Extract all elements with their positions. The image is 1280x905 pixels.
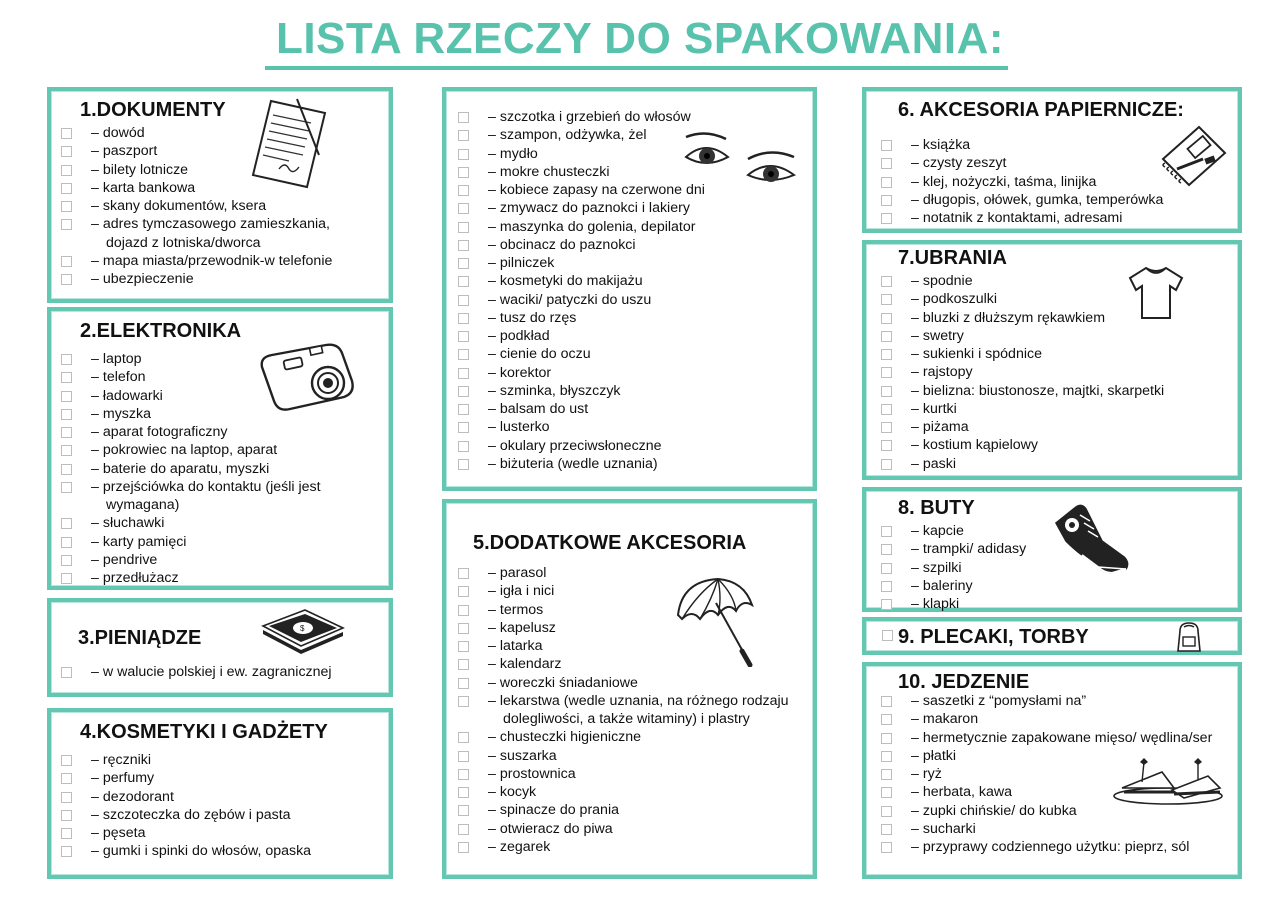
checkbox[interactable] xyxy=(458,386,469,397)
section-title: 7.UBRANIA xyxy=(898,247,1007,269)
checkbox[interactable] xyxy=(458,130,469,141)
list-item[interactable]: – ryż xyxy=(881,765,1212,783)
list-item[interactable]: – przyprawy codziennego użytku: pieprz, sól xyxy=(881,838,1212,856)
checkbox[interactable] xyxy=(881,459,892,470)
list-item[interactable]: – telefon xyxy=(61,368,321,386)
list-item-continuation: dojazd z lotniska/dworca xyxy=(106,234,261,251)
list-item[interactable]: – maszynka do golenia, depilator xyxy=(458,218,705,236)
checkbox[interactable] xyxy=(458,349,469,360)
checkbox[interactable] xyxy=(458,459,469,470)
checkbox[interactable] xyxy=(458,824,469,835)
checkbox[interactable] xyxy=(61,274,72,285)
list-item[interactable]: – przejściówka do kontaktu (jeśli jest xyxy=(61,478,321,496)
list-item[interactable]: – klej, nożyczki, taśma, linijka xyxy=(881,173,1163,191)
list-item[interactable]: – chusteczki higieniczne xyxy=(458,728,789,746)
checkbox[interactable] xyxy=(881,440,892,451)
section-title: 5.DODATKOWE AKCESORIA xyxy=(473,532,747,554)
list-item[interactable]: – w walucie polskiej i ew. zagranicznej xyxy=(61,663,332,681)
checkbox[interactable] xyxy=(458,441,469,452)
list-item[interactable]: – bilety lotnicze xyxy=(61,161,332,179)
checkbox[interactable] xyxy=(61,755,72,766)
checklist xyxy=(458,108,705,473)
checkbox[interactable] xyxy=(61,427,72,438)
checkbox[interactable] xyxy=(61,201,72,212)
list-item[interactable]: – pendrive xyxy=(61,551,321,569)
list-item[interactable]: – szczoteczka do zębów i pasta xyxy=(61,806,311,824)
section-title: 6. AKCESORIA PAPIERNICZE: xyxy=(898,99,1184,121)
list-item[interactable]: – mydło xyxy=(458,145,705,163)
checkbox[interactable] xyxy=(881,696,892,707)
list-item[interactable]: – termos xyxy=(458,601,789,619)
checkbox[interactable] xyxy=(61,219,72,230)
checkbox[interactable] xyxy=(881,806,892,817)
checkbox[interactable] xyxy=(458,331,469,342)
list-item[interactable]: – dezodorant xyxy=(61,788,311,806)
list-item[interactable]: – szpilki xyxy=(881,559,1026,577)
checkbox[interactable] xyxy=(881,422,892,433)
list-item[interactable]: – kostium kąpielowy xyxy=(881,436,1164,454)
section-ubrania xyxy=(862,240,1242,480)
list-item[interactable]: – adres tymczasowego zamieszkania, xyxy=(61,215,332,233)
checkbox[interactable] xyxy=(61,518,72,529)
list-item[interactable]: – herbata, kawa xyxy=(881,783,1212,801)
checkbox[interactable] xyxy=(458,605,469,616)
checklist xyxy=(61,751,311,861)
title-underline xyxy=(265,66,1008,70)
list-item[interactable]: – kosmetyki do makijażu xyxy=(458,272,705,290)
checkbox[interactable] xyxy=(61,464,72,475)
list-item[interactable]: – parasol xyxy=(458,564,789,582)
checkbox[interactable] xyxy=(881,769,892,780)
list-item[interactable]: – kurtki xyxy=(881,400,1164,418)
checkbox[interactable] xyxy=(61,846,72,857)
list-item[interactable]: – podkoszulki xyxy=(881,290,1164,308)
checkbox[interactable] xyxy=(458,805,469,816)
section-plecaki xyxy=(862,617,1242,655)
list-item[interactable]: – obcinacz do paznokci xyxy=(458,236,705,254)
checkbox[interactable] xyxy=(61,445,72,456)
checkbox[interactable] xyxy=(881,331,892,342)
checkbox[interactable] xyxy=(458,368,469,379)
checkbox[interactable] xyxy=(458,222,469,233)
checkbox[interactable] xyxy=(881,140,892,151)
list-item-continuation: dolegliwości, a także witaminy) i plastry xyxy=(503,711,750,727)
tshirt-icon xyxy=(1128,264,1184,322)
list-item[interactable]: – lusterko xyxy=(458,418,705,436)
section-elektronika xyxy=(47,307,393,590)
checkbox[interactable] xyxy=(458,295,469,306)
notebook-icon xyxy=(1159,123,1229,191)
checkbox[interactable] xyxy=(61,146,72,157)
checkbox[interactable] xyxy=(61,256,72,267)
checkbox[interactable] xyxy=(458,404,469,415)
checkbox[interactable] xyxy=(458,203,469,214)
list-item[interactable]: – płatki xyxy=(881,747,1212,765)
checkbox[interactable] xyxy=(61,810,72,821)
checklist xyxy=(881,522,1026,613)
svg-text:$: $ xyxy=(300,624,305,633)
checkbox[interactable] xyxy=(61,354,72,365)
checklist xyxy=(881,136,1163,227)
list-item[interactable]: – prostownica xyxy=(458,765,789,783)
list-item[interactable]: – kapelusz xyxy=(458,619,789,637)
list-item[interactable]: – ręczniki xyxy=(61,751,311,769)
checkbox[interactable] xyxy=(881,276,892,287)
checkbox[interactable] xyxy=(458,769,469,780)
checkbox[interactable] xyxy=(458,112,469,123)
checkbox[interactable] xyxy=(61,667,72,678)
checkbox[interactable] xyxy=(458,787,469,798)
list-item[interactable]: – długopis, ołówek, gumka, temperówka xyxy=(881,191,1163,209)
checkbox[interactable] xyxy=(61,555,72,566)
checkbox[interactable] xyxy=(881,751,892,762)
backpack-icon xyxy=(1172,621,1206,655)
checkbox[interactable] xyxy=(61,792,72,803)
list-item[interactable]: – karta bankowa xyxy=(61,179,332,197)
list-item[interactable]: – rajstopy xyxy=(881,363,1164,381)
checkbox[interactable] xyxy=(458,696,469,707)
list-item[interactable]: – baterie do aparatu, myszki xyxy=(61,460,321,478)
checkbox[interactable] xyxy=(458,276,469,287)
list-item[interactable]: – bielizna: biustonosze, majtki, skarpetki xyxy=(881,382,1164,400)
section-jedzenie xyxy=(862,662,1242,879)
checkbox[interactable] xyxy=(61,573,72,584)
list-item[interactable]: – balsam do ust xyxy=(458,400,705,418)
list-item[interactable]: – baleriny xyxy=(881,577,1026,595)
section-papiernicze xyxy=(862,87,1242,233)
section-buty xyxy=(862,487,1242,612)
list-item[interactable]: – aparat fotograficzny xyxy=(61,423,321,441)
checkbox[interactable] xyxy=(61,183,72,194)
checkbox[interactable] xyxy=(881,195,892,206)
section-title: 9. PLECAKI, TORBY xyxy=(898,626,1089,648)
checkbox[interactable] xyxy=(458,732,469,743)
checkbox[interactable] xyxy=(458,185,469,196)
section-kosmetyki xyxy=(47,708,393,879)
list-item[interactable]: – sucharki xyxy=(881,820,1212,838)
list-item[interactable]: – swetry xyxy=(881,327,1164,345)
list-item[interactable]: – ubezpieczenie xyxy=(61,270,332,288)
list-item[interactable]: – waciki/ patyczki do uszu xyxy=(458,291,705,309)
checkbox[interactable] xyxy=(458,167,469,178)
section-kosmetyki-continued xyxy=(442,87,817,491)
checkbox[interactable] xyxy=(61,773,72,784)
section-dokumenty xyxy=(47,87,393,303)
section-title: 1.DOKUMENTY xyxy=(80,99,226,121)
checklist xyxy=(881,272,1164,473)
checkbox[interactable] xyxy=(881,714,892,725)
list-item[interactable]: – książka xyxy=(881,136,1163,154)
checkbox[interactable] xyxy=(881,787,892,798)
list-item[interactable]: – mokre chusteczki xyxy=(458,163,705,181)
list-item[interactable]: – szminka, błyszczyk xyxy=(458,382,705,400)
checkbox[interactable] xyxy=(881,599,892,610)
list-item[interactable]: – paszport xyxy=(61,142,332,160)
list-item[interactable]: – woreczki śniadaniowe xyxy=(458,674,789,692)
list-item[interactable]: – podkład xyxy=(458,327,705,345)
money-icon xyxy=(259,604,345,656)
list-item[interactable]: – pokrowiec na laptop, aparat xyxy=(61,441,321,459)
checkbox[interactable] xyxy=(61,391,72,402)
page-title: LISTA RZECZY DO SPAKOWANIA: xyxy=(275,14,1005,63)
list-item[interactable]: – latarka xyxy=(458,637,789,655)
checkbox[interactable] xyxy=(61,372,72,383)
checkbox[interactable] xyxy=(458,313,469,324)
checkbox[interactable] xyxy=(881,213,892,224)
list-item[interactable]: – okulary przeciwsłoneczne xyxy=(458,437,705,455)
list-item[interactable]: – trampki/ adidasy xyxy=(881,540,1026,558)
list-item[interactable]: – tusz do rzęs xyxy=(458,309,705,327)
checkbox[interactable] xyxy=(458,149,469,160)
checkbox[interactable] xyxy=(61,828,72,839)
list-item[interactable]: – notatnik z kontaktami, adresami xyxy=(881,209,1163,227)
checkbox[interactable] xyxy=(881,349,892,360)
checklist xyxy=(61,663,332,681)
checkbox[interactable] xyxy=(881,313,892,324)
checkbox[interactable] xyxy=(881,824,892,835)
list-item[interactable]: – korektor xyxy=(458,364,705,382)
list-item-continuation: wymagana) xyxy=(106,497,180,513)
list-item[interactable]: – saszetki z “pomysłami na” xyxy=(881,692,1212,710)
camera-icon xyxy=(256,337,356,417)
checkbox[interactable] xyxy=(458,641,469,652)
list-item[interactable]: – piżama xyxy=(881,418,1164,436)
section-title: 4.KOSMETYKI I GADŻETY xyxy=(80,721,328,743)
checkbox[interactable] xyxy=(61,482,72,493)
checkbox[interactable] xyxy=(61,409,72,420)
checkbox[interactable] xyxy=(458,240,469,251)
document-icon xyxy=(249,97,329,191)
list-item[interactable]: – karty pamięci xyxy=(61,533,321,551)
checkbox[interactable] xyxy=(881,733,892,744)
list-item[interactable]: – bluzki z dłuższym rękawkiem xyxy=(881,309,1164,327)
list-item[interactable]: – zupki chińskie/ do kubka xyxy=(881,802,1212,820)
checkbox[interactable] xyxy=(881,563,892,574)
list-item[interactable]: – myszka xyxy=(61,405,321,423)
list-item[interactable]: – gumki i spinki do włosów, opaska xyxy=(61,842,311,860)
list-item[interactable]: – sukienki i spódnice xyxy=(881,345,1164,363)
list-item[interactable]: – pęseta xyxy=(61,824,311,842)
checkbox[interactable] xyxy=(881,581,892,592)
list-item[interactable]: – spodnie xyxy=(881,272,1164,290)
list-item[interactable]: – skany dokumentów, ksera xyxy=(61,197,332,215)
section-title: 10. JEDZENIE xyxy=(898,671,1030,693)
section-pieniadze xyxy=(47,598,393,697)
checkbox[interactable] xyxy=(881,177,892,188)
checkbox[interactable] xyxy=(458,659,469,670)
list-item[interactable]: – pilniczek xyxy=(458,254,705,272)
checkbox[interactable] xyxy=(881,367,892,378)
list-item[interactable]: – szczotka i grzebień do włosów xyxy=(458,108,705,126)
list-item[interactable]: – otwieracz do piwa xyxy=(458,820,789,838)
checkbox[interactable] xyxy=(61,128,72,139)
checkbox[interactable] xyxy=(882,630,893,641)
sandwich-icon xyxy=(1112,758,1226,808)
list-item[interactable]: – zmywacz do paznokci i lakiery xyxy=(458,199,705,217)
section-title: 2.ELEKTRONIKA xyxy=(80,320,242,342)
list-item[interactable]: – dowód xyxy=(61,124,332,142)
checkbox[interactable] xyxy=(881,404,892,415)
section-title: 3.PIENIĄDZE xyxy=(78,627,202,649)
list-item[interactable]: – ładowarki xyxy=(61,387,321,405)
checkbox[interactable] xyxy=(881,386,892,397)
checkbox[interactable] xyxy=(61,165,72,176)
checkbox[interactable] xyxy=(458,678,469,689)
checkbox[interactable] xyxy=(881,294,892,305)
list-item[interactable]: – paski xyxy=(881,455,1164,473)
list-item[interactable]: – czysty zeszyt xyxy=(881,154,1163,172)
list-item[interactable]: – cienie do oczu xyxy=(458,345,705,363)
umbrella-icon xyxy=(672,575,762,667)
checkbox[interactable] xyxy=(458,258,469,269)
sneaker-icon xyxy=(1052,501,1132,579)
list-item[interactable]: – kocyk xyxy=(458,783,789,801)
list-item[interactable]: – przedłużacz xyxy=(61,569,321,587)
list-item[interactable]: – makaron xyxy=(881,710,1212,728)
list-item[interactable]: – słuchawki xyxy=(61,514,321,532)
checkbox[interactable] xyxy=(881,526,892,537)
checkbox[interactable] xyxy=(458,751,469,762)
list-item[interactable]: – lekarstwa (wedle uznania, na różnego rodzaju xyxy=(458,692,789,710)
list-item[interactable]: – suszarka xyxy=(458,747,789,765)
list-item[interactable]: – zegarek xyxy=(458,838,789,856)
checkbox[interactable] xyxy=(881,544,892,555)
checkbox[interactable] xyxy=(458,623,469,634)
list-item[interactable]: – biżuteria (wedle uznania) xyxy=(458,455,705,473)
list-item[interactable]: – szampon, odżywka, żel xyxy=(458,126,705,144)
checkbox[interactable] xyxy=(881,842,892,853)
section-title: 8. BUTY xyxy=(898,497,975,519)
eyes-icon xyxy=(682,129,812,189)
list-item[interactable]: – kobiece zapasy na czerwone dni xyxy=(458,181,705,199)
section-dodatkowe xyxy=(442,499,817,879)
checkbox[interactable] xyxy=(881,158,892,169)
list-item[interactable]: – igła i nici xyxy=(458,582,789,600)
checkbox[interactable] xyxy=(61,537,72,548)
checkbox[interactable] xyxy=(458,586,469,597)
checkbox[interactable] xyxy=(458,568,469,579)
list-item[interactable]: – laptop xyxy=(61,350,321,368)
checkbox[interactable] xyxy=(458,842,469,853)
list-item[interactable]: – perfumy xyxy=(61,769,311,787)
list-item[interactable]: – klapki xyxy=(881,595,1026,613)
checkbox[interactable] xyxy=(458,422,469,433)
list-item[interactable]: – mapa miasta/przewodnik-w telefonie xyxy=(61,252,332,270)
list-item[interactable]: – hermetycznie zapakowane mięso/ wędlina/ser xyxy=(881,729,1212,747)
list-item[interactable]: – spinacze do prania xyxy=(458,801,789,819)
list-item[interactable]: – kalendarz xyxy=(458,655,789,673)
list-item[interactable]: – kapcie xyxy=(881,522,1026,540)
